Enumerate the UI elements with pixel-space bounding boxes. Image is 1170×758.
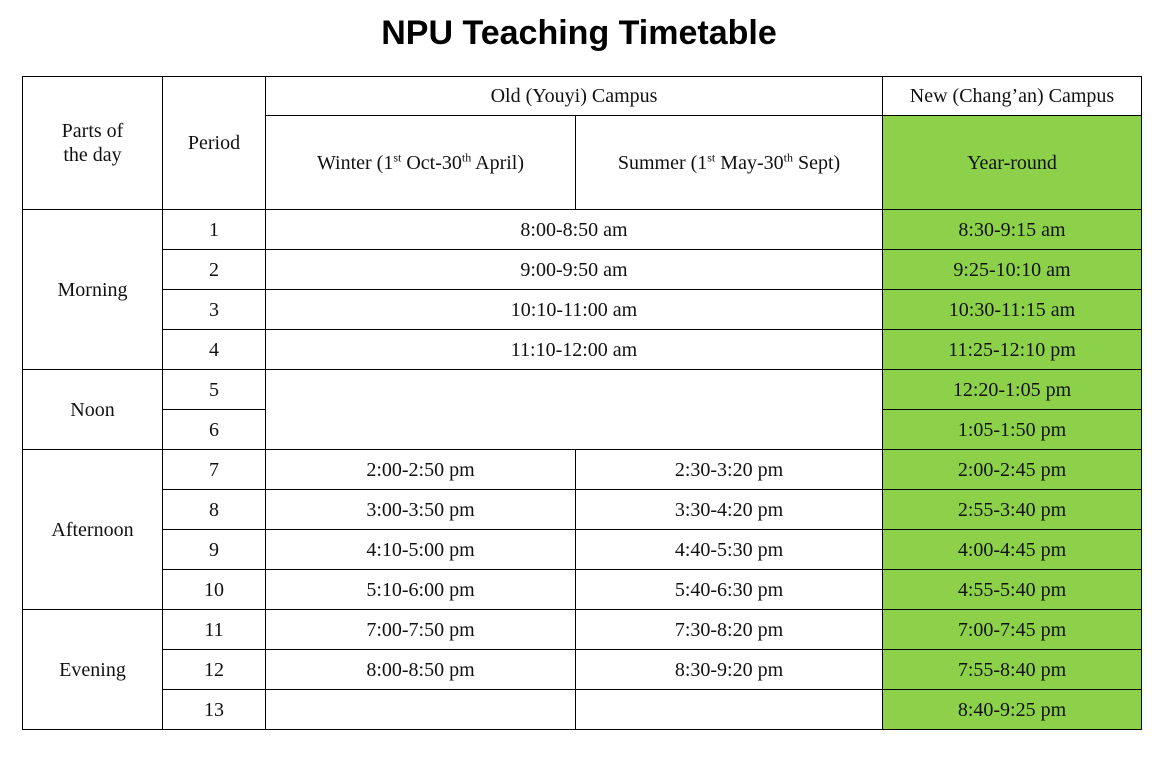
summer-time-empty (576, 690, 883, 730)
table-row (23, 690, 1142, 730)
table-row (23, 650, 1142, 690)
period-cell: 8 (163, 490, 266, 530)
header-old-campus: Old (Youyi) Campus (266, 77, 883, 116)
table-row (23, 610, 1142, 650)
old-campus-empty (266, 370, 883, 450)
old-campus-time: 9:00-9:50 am (266, 250, 883, 290)
old-campus-time: 10:10-11:00 am (266, 290, 883, 330)
page-title: NPU Teaching Timetable (381, 14, 777, 52)
new-campus-time: 7:00-7:45 pm (883, 610, 1142, 650)
period-cell: 7 (163, 450, 266, 490)
period-cell: 4 (163, 330, 266, 370)
part-morning: Morning (23, 210, 163, 370)
summer-time: 4:40-5:30 pm (576, 530, 883, 570)
new-campus-time: 7:55-8:40 pm (883, 650, 1142, 690)
winter-time: 5:10-6:00 pm (266, 570, 576, 610)
summer-time: 3:30-4:20 pm (576, 490, 883, 530)
part-noon: Noon (23, 370, 163, 450)
winter-time: 8:00-8:50 pm (266, 650, 576, 690)
header-period: Period (163, 77, 266, 210)
winter-time: 4:10-5:00 pm (266, 530, 576, 570)
part-evening: Evening (23, 610, 163, 730)
period-cell: 3 (163, 290, 266, 330)
part-afternoon: Afternoon (23, 450, 163, 610)
period-cell: 9 (163, 530, 266, 570)
table-row (23, 570, 1142, 610)
new-campus-time: 4:00-4:45 pm (883, 530, 1142, 570)
new-campus-time: 2:55-3:40 pm (883, 490, 1142, 530)
new-campus-time: 12:20-1:05 pm (883, 370, 1142, 410)
new-campus-time: 8:40-9:25 pm (883, 690, 1142, 730)
new-campus-time: 8:30-9:15 am (883, 210, 1142, 250)
old-campus-time: 8:00-8:50 am (266, 210, 883, 250)
table-row (23, 490, 1142, 530)
header-summer: Summer (1st May-30th Sept) (576, 116, 883, 210)
new-campus-time: 9:25-10:10 am (883, 250, 1142, 290)
table-row (23, 250, 1142, 290)
summer-time: 8:30-9:20 pm (576, 650, 883, 690)
new-campus-time: 2:00-2:45 pm (883, 450, 1142, 490)
table-row (23, 530, 1142, 570)
summer-time: 2:30-3:20 pm (576, 450, 883, 490)
header-year-round: Year-round (883, 116, 1142, 210)
period-cell: 6 (163, 410, 266, 450)
old-campus-time: 11:10-12:00 am (266, 330, 883, 370)
summer-time: 5:40-6:30 pm (576, 570, 883, 610)
winter-time-empty (266, 690, 576, 730)
new-campus-time: 1:05-1:50 pm (883, 410, 1142, 450)
winter-time: 3:00-3:50 pm (266, 490, 576, 530)
new-campus-time: 4:55-5:40 pm (883, 570, 1142, 610)
table-row (23, 370, 1142, 410)
winter-time: 7:00-7:50 pm (266, 610, 576, 650)
header-new-campus: New (Chang’an) Campus (883, 77, 1142, 116)
period-cell: 2 (163, 250, 266, 290)
period-cell: 10 (163, 570, 266, 610)
period-cell: 1 (163, 210, 266, 250)
table-row (23, 210, 1142, 250)
period-cell: 12 (163, 650, 266, 690)
header-winter: Winter (1st Oct-30th April) (266, 116, 576, 210)
winter-time: 2:00-2:50 pm (266, 450, 576, 490)
table-row (23, 290, 1142, 330)
timetable (22, 76, 1142, 730)
new-campus-time: 11:25-12:10 pm (883, 330, 1142, 370)
new-campus-time: 10:30-11:15 am (883, 290, 1142, 330)
period-cell: 5 (163, 370, 266, 410)
table-row (23, 330, 1142, 370)
period-cell: 13 (163, 690, 266, 730)
period-cell: 11 (163, 610, 266, 650)
header-parts-of-day: Parts of the day (23, 77, 163, 210)
table-row (23, 450, 1142, 490)
summer-time: 7:30-8:20 pm (576, 610, 883, 650)
